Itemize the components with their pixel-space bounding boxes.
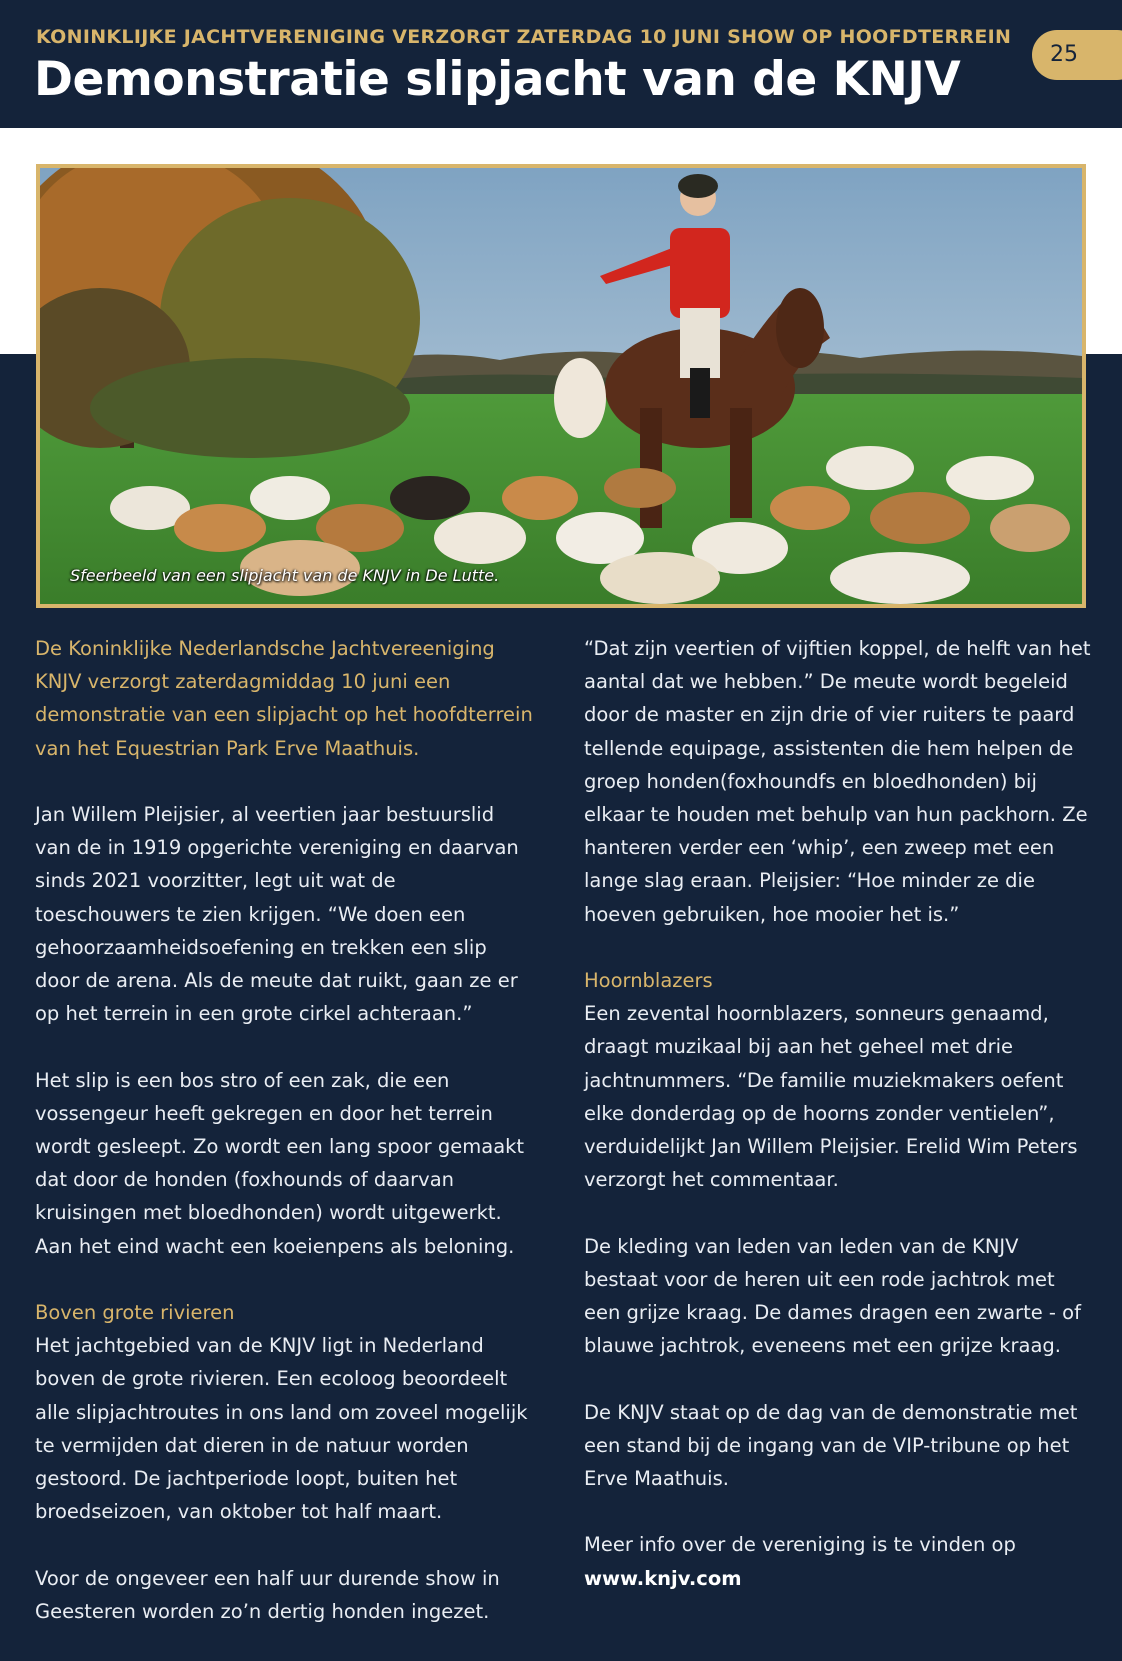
website-link[interactable]: www.knjv.com	[584, 1566, 742, 1590]
article-paragraph: Voor de ongeveer een half uur durende show in Geesteren worden zo’n dertig honden ingezet.	[35, 1566, 500, 1623]
article-paragraph: Het jachtgebied van de KNJV ligt in Nederland boven de grote rivieren. Een ecoloog beoordeelt alle slipjachtroutes in ons land om zoveel mogelijk te vermijden dat dieren in de natuur worden gestoord. De jachtperiode loopt, buiten het broedseizoen, van oktober tot half maart.	[35, 1334, 528, 1524]
section-heading: Hoornblazers	[584, 969, 713, 993]
article-column-left	[35, 632, 535, 1661]
article-paragraph: Het slip is een bos stro of een zak, die een vossengeur heeft gekregen en door het terrein wordt gesleept. Zo wordt een lang spoor gemaakt dat door de honden (foxhounds of daarvan kruisingen met bloedhonden) wordt uitgewerkt. Aan het eind wacht een koeienpens als beloning.	[35, 1068, 525, 1258]
more-info-text: Meer info over de vereniging is te vinden op	[584, 1533, 1016, 1557]
hero-photo	[36, 164, 1086, 608]
article-paragraph: De kleding van leden van leden van de KNJV bestaat voor de heren uit een rode jachtrok met een grijze kraag. De dames dragen een zwarte - of blauwe jachtrok, eveneens met een grijze kraag.	[584, 1234, 1081, 1358]
page-number: 25	[1050, 42, 1078, 67]
page-number-badge	[1032, 30, 1122, 80]
page-header	[0, 0, 1122, 128]
article-paragraph	[584, 1528, 1094, 1594]
article-column-right	[584, 632, 1094, 1595]
article-title: Demonstratie slipjacht van de KNJV	[34, 52, 961, 107]
section-heading: Boven grote rivieren	[35, 1301, 235, 1325]
article-kicker: KONINKLIJKE JACHTVERENIGING VERZORGT ZATERDAG 10 JUNI SHOW OP HOOFDTERREIN	[36, 26, 1012, 48]
article-paragraph: De KNJV staat op de dag van de demonstratie met een stand bij de ingang van de VIP-tribune op het Erve Maathuis.	[584, 1400, 1078, 1491]
hunt-scene-illustration	[40, 168, 1082, 604]
photo-caption: Sfeerbeeld van een slipjacht van de KNJV in De Lutte.	[70, 566, 500, 585]
article-paragraph: Jan Willem Pleijsier, al veertien jaar bestuurslid van de in 1919 opgerichte vereniging en daarvan sinds 2021 voorzitter, legt uit wat de toeschouwers te zien krijgen. “We doen een gehoorzaamheidsoefening en trekken een slip door de arena. Als de meute dat ruikt, gaan ze er op het terrein in een grote cirkel achteraan.”	[35, 803, 519, 1026]
article-paragraph: Een zevental hoornblazers, sonneurs genaamd, draagt muzikaal bij aan het geheel met drie jachtnummers. “De familie muziekmakers oefent elke donderdag op de hoorns zonder ventielen”, verduidelijkt Jan Willem Pleijsier. Erelid Wim Peters verzorgt het commentaar.	[584, 1002, 1078, 1192]
article-lead: De Koninklijke Nederlandsche Jachtvereeniging KNJV verzorgt zaterdagmiddag 10 juni een demonstratie van een slipjacht op het hoofdterrein van het Equestrian Park Erve Maathuis.	[35, 637, 533, 760]
article-paragraph: “Dat zijn veertien of vijftien koppel, de helft van het aantal dat we hebben.” De meute wordt begeleid door de master en zijn drie of vier ruiters te paard tellende equipage, assistenten die hem helpen de groep honden(foxhoundfs en bloedhonden) bij elkaar te houden met behulp van hun packhorn. Ze hanteren verder een ‘whip’, een zweep met een lange slag eraan. Pleijsier: “Hoe minder ze die hoeven gebruiken, hoe mooier het is.”	[584, 637, 1091, 926]
